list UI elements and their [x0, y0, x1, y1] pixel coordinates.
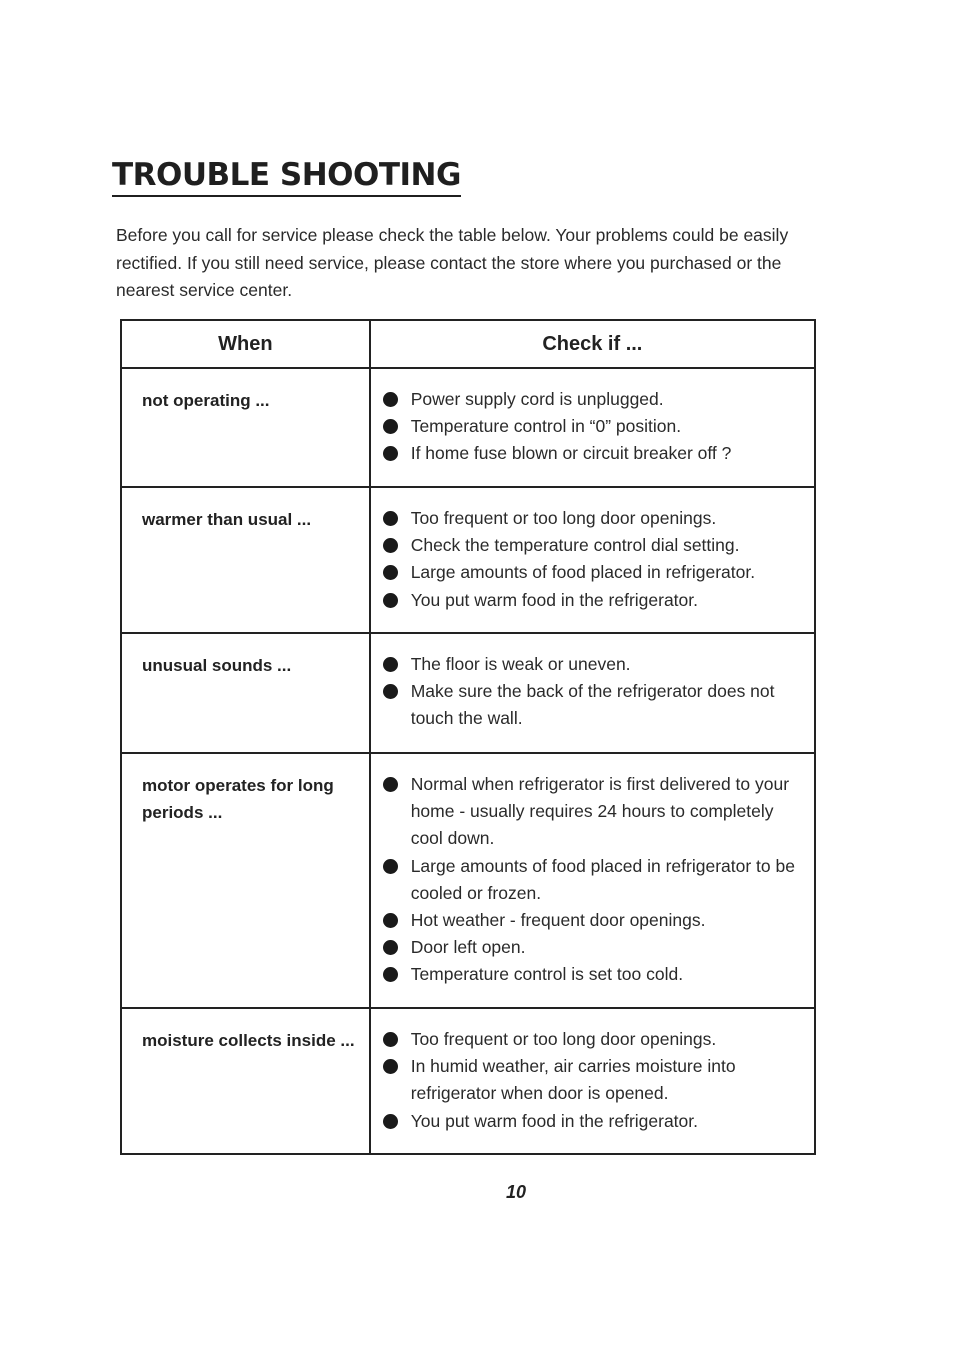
- list-item: [383, 559, 804, 586]
- check-text: You put warm food in the refrigerator.: [410, 589, 699, 610]
- check-cell: [370, 1008, 815, 1154]
- check-list: [383, 1026, 804, 1135]
- intro-paragraph: Before you call for service please check the table below. Your problems could be easily rectified. If you still need service, please contact the store where you purchased or the nearest service center.: [116, 225, 789, 300]
- list-item: [383, 907, 804, 934]
- check-list: [383, 651, 804, 733]
- table-header-row: [121, 320, 815, 368]
- filled-circle-icon: [383, 419, 398, 434]
- page-number: 10: [505, 1182, 527, 1202]
- table-row: [121, 1008, 815, 1154]
- check-text: Door left open.: [410, 937, 526, 958]
- when-cell: warmer than usual ...: [121, 487, 370, 633]
- filled-circle-icon: [383, 657, 398, 672]
- filled-circle-icon: [383, 565, 398, 580]
- list-item: [383, 651, 804, 678]
- when-cell: motor operates for long periods ...: [121, 753, 370, 1008]
- list-item: [383, 678, 804, 732]
- when-cell: moisture collects inside ...: [121, 1008, 370, 1154]
- list-item: [383, 413, 804, 440]
- list-item: [383, 440, 804, 467]
- check-text: The floor is weak or uneven.: [410, 654, 631, 674]
- list-item: [383, 505, 804, 532]
- check-cell: [370, 487, 815, 633]
- check-text: Make sure the back of the refrigerator does not touch the wall.: [410, 681, 775, 729]
- check-text: Temperature control in “0” position.: [410, 416, 682, 437]
- filled-circle-icon: [383, 967, 398, 982]
- filled-circle-icon: [383, 940, 398, 955]
- filled-circle-icon: [383, 593, 398, 608]
- check-list: [383, 505, 804, 614]
- check-text: Check the temperature control dial setting.: [410, 535, 740, 556]
- page-title: TROUBLE SHOOTING: [112, 156, 461, 197]
- filled-circle-icon: [383, 511, 398, 526]
- list-item: [383, 961, 804, 988]
- check-text: Large amounts of food placed in refrigerator to be cooled or frozen.: [410, 855, 795, 903]
- list-item: [383, 1026, 804, 1053]
- check-list: [383, 771, 804, 989]
- check-text: Temperature control is set too cold.: [410, 964, 684, 985]
- check-text: Normal when refrigerator is first delivered to your home - usually requires 24 hours to completely cool down.: [410, 774, 790, 849]
- when-cell: unusual sounds ...: [121, 633, 370, 753]
- list-item: [383, 853, 804, 907]
- check-text: Power supply cord is unplugged.: [410, 389, 664, 409]
- check-text: Too frequent or too long door openings.: [410, 508, 717, 528]
- list-item: [383, 532, 804, 559]
- check-cell: [370, 753, 815, 1008]
- check-list: [383, 386, 804, 468]
- check-text: If home fuse blown or circuit breaker off ?: [410, 443, 732, 464]
- table-row: [121, 487, 815, 633]
- list-item: [383, 771, 804, 853]
- when-cell: not operating ...: [121, 368, 370, 487]
- filled-circle-icon: [383, 684, 398, 699]
- filled-circle-icon: [383, 1059, 398, 1074]
- check-text: Hot weather - frequent door openings.: [410, 910, 706, 931]
- table-row: [121, 368, 815, 487]
- filled-circle-icon: [383, 777, 398, 792]
- filled-circle-icon: [383, 1114, 398, 1129]
- table-row: [121, 753, 815, 1008]
- filled-circle-icon: [383, 538, 398, 553]
- column-header-check: Check if ...: [370, 320, 815, 368]
- check-text: Too frequent or too long door openings.: [410, 1029, 717, 1049]
- list-item: [383, 1108, 804, 1135]
- filled-circle-icon: [383, 392, 398, 407]
- list-item: [383, 386, 804, 413]
- check-text: Large amounts of food placed in refrigerator.: [410, 562, 756, 583]
- table-row: [121, 633, 815, 753]
- list-item: [383, 934, 804, 961]
- check-text: In humid weather, air carries moisture into refrigerator when door is opened.: [410, 1056, 736, 1104]
- check-cell: [370, 633, 815, 753]
- check-cell: [370, 368, 815, 487]
- filled-circle-icon: [383, 859, 398, 874]
- list-item: [383, 587, 804, 614]
- filled-circle-icon: [383, 1032, 398, 1047]
- list-item: [383, 1053, 804, 1107]
- filled-circle-icon: [383, 446, 398, 461]
- troubleshooting-table: [120, 319, 816, 1155]
- check-text: You put warm food in the refrigerator.: [410, 1110, 699, 1131]
- filled-circle-icon: [383, 913, 398, 928]
- column-header-when: When: [121, 320, 370, 368]
